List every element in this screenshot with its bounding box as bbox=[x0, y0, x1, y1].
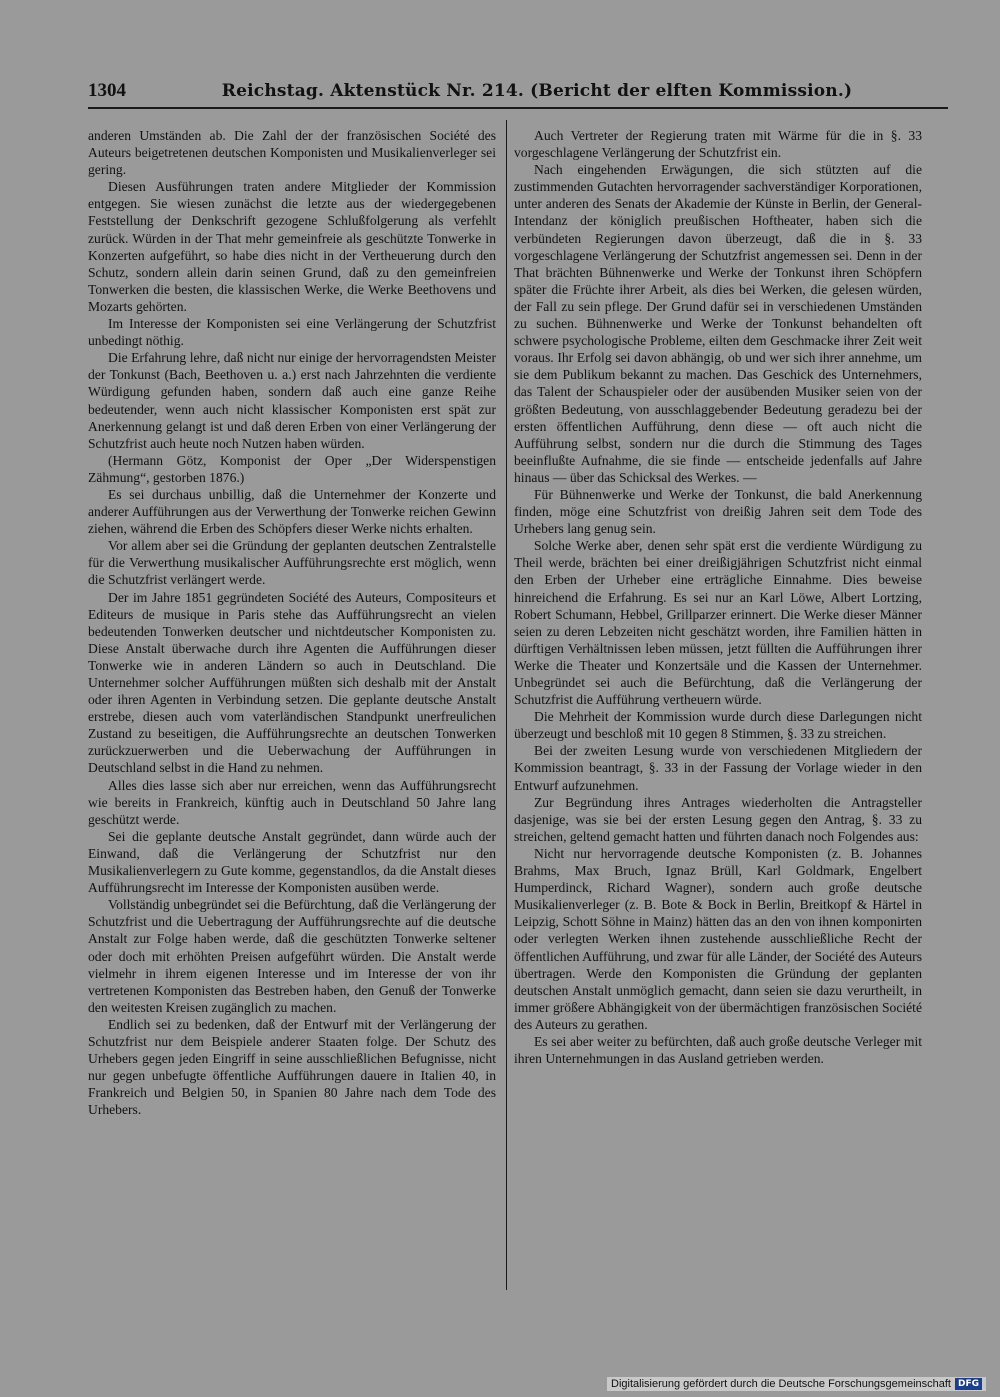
paragraph: Für Bühnenwerke und Werke der Tonkunst, die bald Anerkennung finden, möge eine Schutzfrist von dreißig Jahren seit dem Tode des Urhebers lang genug sein. bbox=[514, 486, 922, 537]
dfg-logo: DFG bbox=[955, 1378, 982, 1390]
paragraph: Nicht nur hervorragende deutsche Komponisten (z. B. Johannes Brahms, Max Bruch, Ignaz Brüll, Karl Goldmark, Engelbert Humperdinck, Richard Wagner), sondern auch große deutsche Musikalienverleger (z. B. Bote & Bock in Berlin, Breitkopf & Härtel in Leipzig, Schott Söhne in Mainz) hätten das an den von ihnen komponirten oder verlegten Werken ihnen zustehende ausschließliche Recht der öffentlichen Aufführung, und zwar für alle Länder, der Société des Auteurs übertragen. Werde den Komponisten die Gründung der geplanten deutschen Anstalt unmöglich gemacht, dann seien sie dazu verurtheilt, in immer größere Abhängigkeit von der übermächtigen französischen Société des Auteurs zu gerathen. bbox=[514, 845, 922, 1032]
paragraph: Nach eingehenden Erwägungen, die sich stützten auf die zustimmenden Gutachten hervorragender sachverständiger Korporationen, unter anderen des Senats der Akademie der Künste in Berlin, der General-Intendanz der königlich preußischen Hoftheater, haben sich die verbündeten Regierungen davon überzeugt, daß die in §. 33 vorgeschlagene Verlängerung der Schutzfrist angemessen sei. Denn in der That brächten Bühnenwerke und Werke der Tonkunst ihren Schöpfern später die Früchte ihrer Arbeit, als dies bei Werken, die gelesen würden, der Fall zu sein pflege. Der Grund dafür sei in verschiedenen Umständen zu suchen. Bühnenwerke und Werke der Tonkunst behandelten oft schwere psychologische Probleme, eilten dem Geschmacke ihrer Zeit weit voraus. Ihr Erfolg sei davon abhängig, ob und wer sich ihrer annehme, um sie dem Publikum bekannt zu machen. Das Geschick des Unternehmers, das Talent der Schauspieler oder der ausübenden Musiker seien von der größten Bedeutung, von ausschlaggebender Bedeutung geradezu bei der ersten öffentlichen Aufführung, denn diese — oft auch nicht die Aufführung selbst, sondern nur die durch die Stimmung des Tages beeinflußte Aufnahme, die sie finde — entscheide jedenfalls auf Jahre hinaus — über das Schicksal des Werkes. — bbox=[514, 162, 922, 485]
paragraph: Es sei durchaus unbillig, daß die Unternehmer der Konzerte und anderer Aufführungen aus der Verwerthung der Tonwerke reichen Gewinn ziehen, während die Erben des Schöpfers dieser Werke nichts erhalten. bbox=[88, 486, 496, 537]
paragraph: (Hermann Götz, Komponist der Oper „Der Widerspenstigen Zähmung“, gestorben 1876.) bbox=[88, 452, 496, 485]
paragraph: Im Interesse der Komponisten sei eine Verlängerung der Schutzfrist unbedingt nöthig. bbox=[88, 316, 496, 349]
page-header bbox=[88, 80, 948, 102]
paragraph: Der im Jahre 1851 gegründeten Société des Auteurs, Compositeurs et Editeurs de musique in Paris stehe das Aufführungsrecht an vielen bedeutenden Tonwerken deutscher und nichtdeutscher Komponisten zu. Diese Anstalt überwache durch ihre Agenten die Aufführungen dieser Tonwerke wie in anderen Ländern so auch in Deutschland. Die Unternehmer solcher Aufführungen müßten sich deshalb mit der Anstalt oder ihren Agenten in Verbindung setzen. Die geplante deutsche Anstalt erstrebe, diesen auch vom vaterländischen Standpunkt unerfreulichen Zustand zu beseitigen, die Aufführungsrechte an deutschen Tonwerken zurückzuerwerben und die Ueberwachung der Aufführungen in Deutschland selbst in die Hand zu nehmen. bbox=[88, 589, 496, 776]
paragraph: Zur Begründung ihres Antrages wiederholten die Antragsteller dasjenige, was sie bei der ersten Lesung gegen den Antrag, §. 33 zu streichen, geltend gemacht hatten und führten danach noch Folgendes aus: bbox=[514, 794, 922, 844]
paragraph: Vor allem aber sei die Gründung der geplanten deutschen Zentralstelle für die Verwerthung musikalischer Aufführungsrechte erst möglich, wenn die Schutzfrist verlängert werde. bbox=[88, 538, 496, 588]
paragraph: Auch Vertreter der Regierung traten mit Wärme für die in §. 33 vorgeschlagene Verlängerung der Schutzfrist ein. bbox=[514, 128, 922, 161]
header-rule bbox=[88, 107, 948, 109]
paragraph: Sei die geplante deutsche Anstalt gegründet, dann würde auch der Einwand, daß die Verlängerung der Schutzfrist nur den Musikalienverlegern zu Gute komme, gegenstandlos, da die Anstalt dieses Aufführungsrecht im Interesse der Komponisten ausüben werde. bbox=[88, 828, 496, 896]
paragraph: Es sei aber weiter zu befürchten, daß auch große deutsche Verleger mit ihren Unternehmungen in das Ausland getrieben werden. bbox=[514, 1033, 922, 1067]
left-column bbox=[88, 127, 496, 1118]
paragraph: Die Mehrheit der Kommission wurde durch diese Darlegungen nicht überzeugt und beschloß mit 10 gegen 8 Stimmen, §. 33 zu streichen. bbox=[514, 709, 922, 742]
paragraph: Diesen Ausführungen traten andere Mitglieder der Kommission entgegen. Sie wiesen zunächst die letzte aus der wiedergegebenen Feststellung der Denkschrift gezogene Schlußfolgerung als verfehlt zurück. Würden in der That mehr gemeinfreie als geschützte Tonwerke in Konzerten aufgeführt, so habe dies nicht in der Vertheuerung durch den Schutz, sondern allein darin seinen Grund, daß zu den gemeinfreien Tonwerken die besten, die klassischen Werke, die Werke Beethovens und Mozarts gehörten. bbox=[88, 179, 496, 314]
header-title: Reichstag. Aktenstück Nr. 214. (Bericht der elften Kommission.) bbox=[221, 81, 853, 101]
footer-credit bbox=[607, 1377, 986, 1391]
paragraph: Vollständig unbegründet sei die Befürchtung, daß die Verlängerung der Schutzfrist und die Uebertragung der Aufführungsrechte auf die deutsche Anstalt zur Folge haben werde, daß die geschützten Tonwerke seltener oder doch mit erhöhten Preisen aufgeführt würden. Die Anstalt werde vielmehr in ihrem eigenen Interesse und im Interesse der von ihr vertretenen Komponisten das Bestreben haben, den Genuß der Tonwerke den weitesten Kreisen zugänglich zu machen. bbox=[88, 897, 496, 1015]
column-divider bbox=[506, 120, 507, 1290]
right-column bbox=[514, 127, 922, 1067]
page-number: 1304 bbox=[88, 80, 126, 101]
paragraph: anderen Umständen ab. Die Zahl der der französischen Société des Auteurs beigetretenen deutschen Komponisten und Musikalienverleger sei gering. bbox=[88, 128, 496, 178]
paragraph: Endlich sei zu bedenken, daß der Entwurf mit der Verlängerung der Schutzfrist nur dem Beispiele anderer Staaten folge. Der Schutz des Urhebers gegen jeden Eingriff in seine ausschließlichen Befugnisse, nicht nur gegen unbefugte öffentliche Aufführungen dauere in Italien 40, in Frankreich und Belgien 50, in Spanien 80 Jahre nach dem Tode des Urhebers. bbox=[88, 1016, 496, 1118]
paragraph: Die Erfahrung lehre, daß nicht nur einige der hervorragendsten Meister der Tonkunst (Bach, Beethoven u. a.) erst nach Jahrzehnten die verdiente Würdigung gefunden haben, sondern daß auch eine ganze Reihe bedeutender, wenn auch nicht klassischer Komponisten erst spät zur Anerkennung gelangt ist und daß deren Erben von einer Verlängerung der Schutzfrist auch heute noch Nutzen haben würden. bbox=[88, 350, 496, 451]
paragraph: Solche Werke aber, denen sehr spät erst die verdiente Würdigung zu Theil werde, brächten bei einer dreißigjährigen Schutzfrist nicht einmal den Erben der Urheber eine erträgliche Einnahme. Dies beweise hinreichend die Erfahrung. Es sei nur an Karl Löwe, Albert Lortzing, Robert Schumann, Hebbel, Grillparzer erinnert. Die Werke dieser Männer seien zu deren Lebzeiten nicht geschätzt worden, ihre Familien hätten in dürftigen Verhältnissen leben müssen, jetzt füllten die Aufführungen ihrer Werke die Theater und Konzertsäle und die Kassen der Unternehmer. Unbegründet sei auch die Befürchtung, daß die Verlängerung der Schutzfrist die Aufführung vertheuern würde. bbox=[514, 538, 922, 708]
paragraph: Bei der zweiten Lesung wurde von verschiedenen Mitgliedern der Kommission beantragt, §. 33 in der Fassung der Vorlage wieder in den Entwurf aufzunehmen. bbox=[514, 743, 922, 793]
footer-credit-text: Digitalisierung gefördert durch die Deutsche Forschungsgemeinschaft bbox=[611, 1378, 951, 1390]
paragraph: Alles dies lasse sich aber nur erreichen, wenn das Aufführungsrecht wie bereits in Frankreich, künftig auch in Deutschland 50 Jahre lang geschützt werde. bbox=[88, 777, 496, 827]
